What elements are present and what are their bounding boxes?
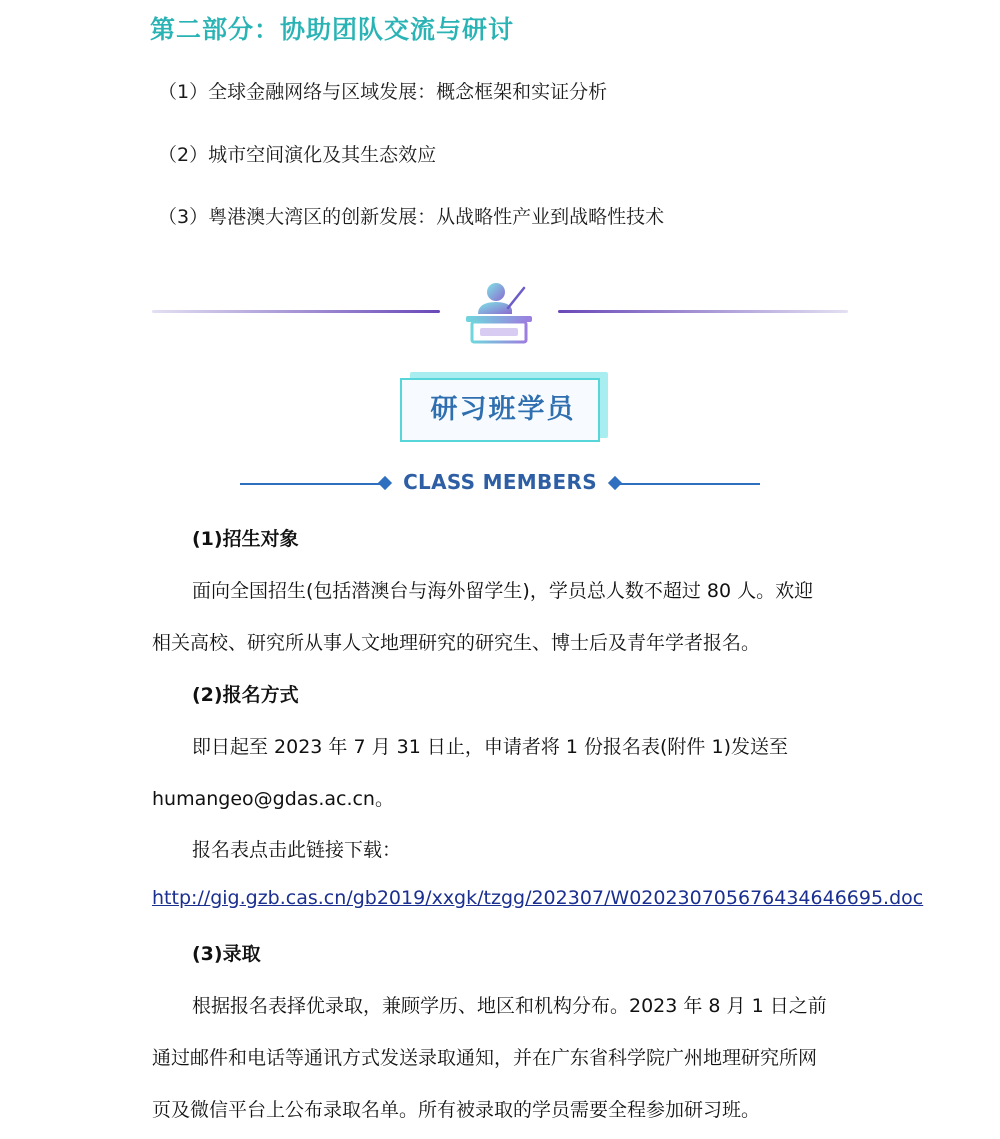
diamond-icon-left <box>378 476 392 490</box>
subtitle-line-right <box>618 483 760 485</box>
admission-line-2: 通过邮件和电话等通讯方式发送录取通知，并在广东省科学院广州地理研究所网 <box>152 1047 818 1069</box>
admission-heading: (3)录取 <box>192 943 261 965</box>
registration-email: humangeo@gdas.ac.cn。 <box>152 788 394 810</box>
teacher-at-lectern-icon <box>462 280 536 346</box>
topic-item-1: （1）全球金融网络与区域发展：概念框架和实证分析 <box>158 81 608 103</box>
registration-form-link[interactable]: http://gig.gzb.cas.cn/gb2019/xxgk/tzgg/202307/W020230705676434646695.doc <box>152 887 924 909</box>
class-members-badge <box>398 372 610 446</box>
topic-item-2: （2）城市空间演化及其生态效应 <box>158 144 437 166</box>
topic-item-3: （3）粤港澳大湾区的创新发展：从战略性产业到战略性技术 <box>158 206 665 228</box>
registration-heading: (2)报名方式 <box>192 684 299 706</box>
divider-line-right <box>558 310 848 313</box>
badge-title: 研习班学员 <box>430 394 576 425</box>
admission-line-1: 根据报名表择优录取，兼顾学历、地区和机构分布。2023 年 8 月 1 日之前 <box>192 995 827 1017</box>
subtitle-line-left <box>240 483 380 485</box>
section-subtitle: CLASS MEMBERS <box>403 470 597 494</box>
admission-line-3: 页及微信平台上公布录取名单。所有被录取的学员需要全程参加研习班。 <box>152 1099 761 1121</box>
download-note: 报名表点击此链接下载： <box>192 839 402 861</box>
registration-line-1: 即日起至 2023 年 7 月 31 日止，申请者将 1 份报名表(附件 1)发送至 <box>192 736 788 758</box>
enrollment-line-1: 面向全国招生(包括潜澳台与海外留学生)，学员总人数不超过 80 人。欢迎 <box>192 580 814 602</box>
enrollment-heading: (1)招生对象 <box>192 528 299 550</box>
divider-line-left <box>152 310 440 313</box>
section-title: 第二部分：协助团队交流与研讨 <box>150 15 515 44</box>
enrollment-line-2: 相关高校、研究所从事人文地理研究的研究生、博士后及青年学者报名。 <box>152 632 761 654</box>
